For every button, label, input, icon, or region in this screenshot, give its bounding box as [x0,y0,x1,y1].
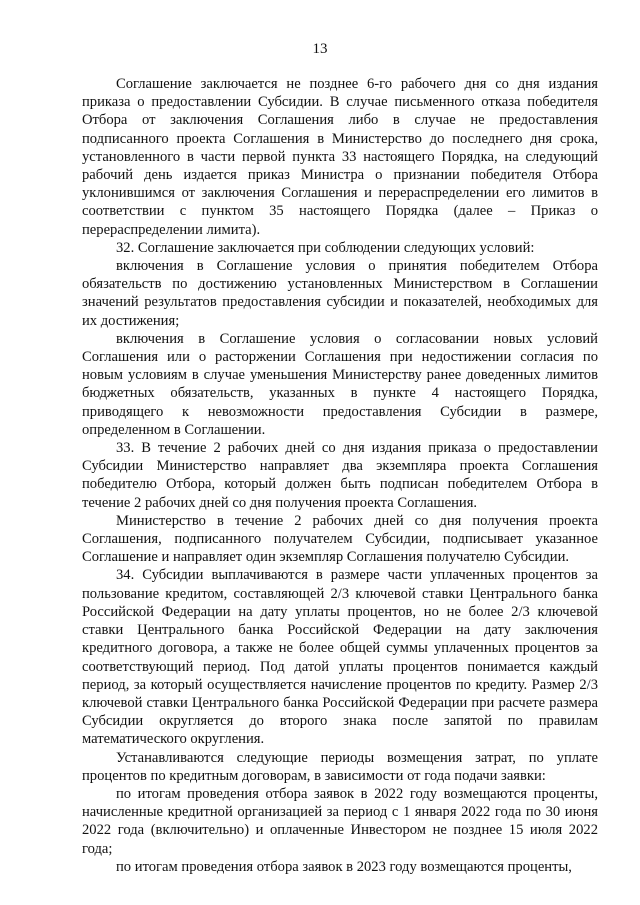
paragraph-ministry-signing: Министерство в течение 2 рабочих дней со дня получения проекта Соглашения, подписанного получателем Субсидии, подписывает указанное Соглашение и направляет один экземпляр Соглашения получателю Субсидии. [82,512,598,566]
paragraph-agreement-deadline: Соглашение заключается не позднее 6-го рабочего дня со дня издания приказа о предоставлении Субсидии. В случае письменного отказа победителя Отбора от заключения Соглашения либо в случае не предоставления подписанного проекта Соглашения в Министерство до последнего дня срока, установленного в части первой пункта 33 настоящего Порядка, на следующий рабочий день издается приказ Министра о признании победителя Отбора уклонившимся от заключения Соглашения и перераспределении его лимитов в соответствии с пунктом 35 настоящего Порядка (далее – Приказ о перераспределении лимита). [82,76,598,238]
paragraph-condition-new-terms: включения в Соглашение условия о согласовании новых условий Соглашения или о расторжении Соглашения при недостижении согласия по новым условиям в случае уменьшения Министерству ранее доведенных лимитов бюджетных обязательств, указанных в пункте 4 настоящего Порядка, приводящего к невозможности предоставления Субсидии в размере, определенном в Соглашении. [82,330,598,438]
paragraph-period-2022: по итогам проведения отбора заявок в 2022 году возмещаются проценты, начисленные кредитной организацией за период с 1 января 2022 года по 30 июня 2022 года (включительно) и оплаченные Инвестором не позднее 15 июля 2022 года; [82,785,598,857]
document-body [82,75,598,876]
paragraph-condition-obligations: включения в Соглашение условия о принятия победителем Отбора обязательств по достижению установленных Министерством в Соглашении значений результатов предоставления субсидии и показателей, необходимых для их достижения; [82,258,598,329]
paragraph-period-2023: по итогам проведения отбора заявок в 2023 году возмещаются проценты, [116,858,572,875]
paragraph-reimbursement-periods: Устанавливаются следующие периоды возмещения затрат, по уплате процентов по кредитным договорам, в зависимости от года подачи заявки: [82,749,598,784]
page-number: 13 [312,41,328,57]
paragraph-32-conditions: 32. Соглашение заключается при соблюдении следующих условий: [116,239,535,256]
paragraph-34-subsidy-amount: 34. Субсидии выплачиваются в размере части уплаченных процентов за пользование кредитом, составляющей 2/3 ключевой ставки Центрального банка Российской Федерации на дату уплаты процентов, но не более 2/3 ключевой ставки Центрального банка Российской Федерации на дату заключения кредитного договора, а также не более общей суммы уплаченных процентов за соответствующий период. Под датой уплаты процентов понимается каждый период, за который осуществляется начисление процентов по кредиту. Размер 2/3 ключевой ставки Центрального банка Российской Федерации при расчете размера Субсидии округляется до второго знака после запятой по правилам математического округления. [82,567,598,748]
paragraph-33-sending-draft: 33. В течение 2 рабочих дней со дня издания приказа о предоставлении Субсидии Министерство направляет два экземпляра проекта Соглашения победителю Отбора, который должен быть подписан победителем Отбора в течение 2 рабочих дней со дня получения проекта Соглашения. [82,440,598,511]
